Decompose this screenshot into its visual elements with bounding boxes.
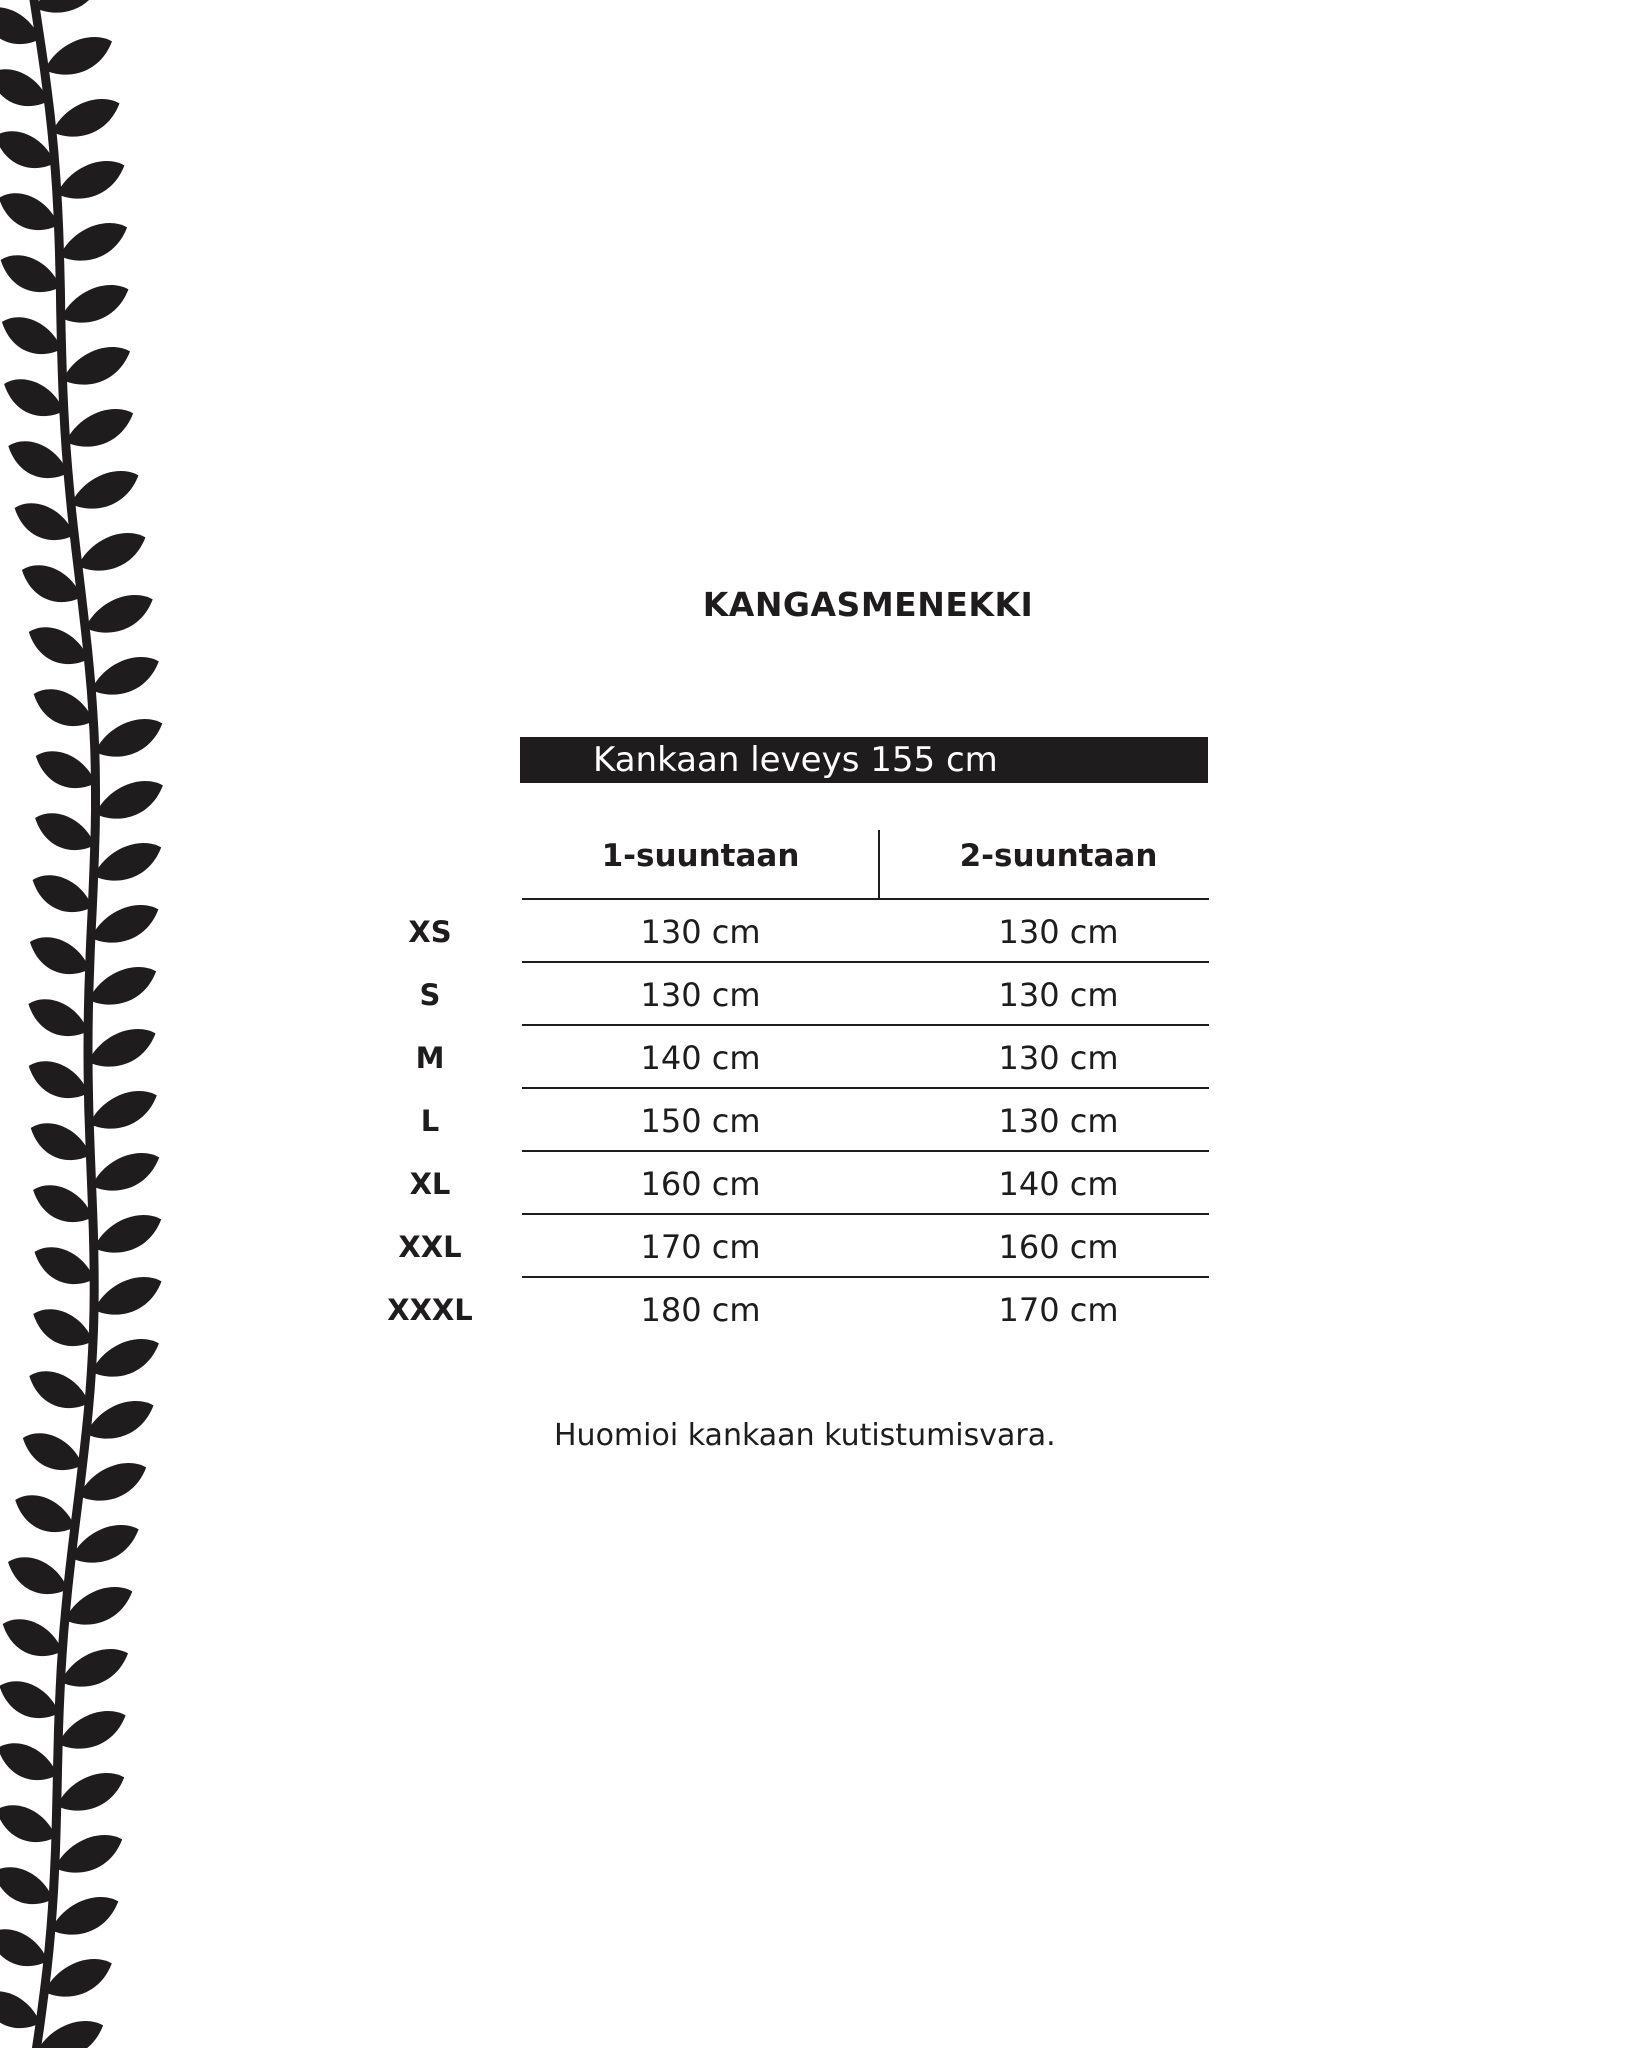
leaf-shape: [87, 1335, 164, 1382]
leaf-shape: [28, 871, 97, 917]
two-way-value: 130 cm: [998, 1102, 1119, 1140]
leaf-shape: [31, 747, 100, 793]
size-label: XXXL: [387, 1293, 473, 1327]
leaf-shape: [30, 0, 107, 18]
leaf-shape: [25, 933, 94, 979]
leaf-shape: [87, 1149, 164, 1196]
one-way-value: 170 cm: [640, 1228, 761, 1266]
page-title: KANGASMENEKKI: [702, 585, 1034, 624]
row-divider: [522, 961, 1209, 963]
leaf-shape: [80, 591, 157, 638]
two-way-value: 170 cm: [998, 1291, 1119, 1329]
leaf-vine-decoration: [0, 0, 200, 2048]
leaf-shape: [90, 715, 167, 762]
row-divider: [522, 1276, 1209, 1278]
two-way-value: 140 cm: [998, 1165, 1119, 1203]
leaf-shape: [30, 1243, 99, 1289]
leaf-shape: [53, 1707, 130, 1754]
leaf-shape: [85, 1087, 162, 1134]
leaf-shape: [56, 1645, 133, 1692]
leaf-shape: [0, 1615, 67, 1661]
leaf-shape: [24, 1057, 93, 1103]
row-divider: [522, 1024, 1209, 1026]
leaf-shape: [89, 1211, 166, 1258]
leaf-shape: [55, 219, 132, 266]
fabric-width-bar: [520, 737, 1208, 783]
leaf-shape: [83, 1025, 160, 1072]
size-label: XS: [408, 915, 452, 949]
leaf-shape: [58, 343, 135, 390]
leaf-shape: [3, 1553, 72, 1599]
two-way-value: 130 cm: [998, 913, 1119, 951]
row-divider: [522, 1150, 1209, 1152]
leaf-shape: [52, 157, 129, 204]
row-divider: [522, 898, 1209, 900]
column-divider: [878, 830, 880, 899]
leaf-shape: [91, 777, 168, 824]
leaf-shape: [28, 1305, 97, 1351]
leaf-shape: [28, 1181, 97, 1227]
leaf-shape: [56, 281, 133, 328]
leaf-shape: [47, 95, 124, 142]
leaf-shape: [87, 653, 164, 700]
one-way-value: 130 cm: [640, 913, 761, 951]
leaf-shape: [46, 1893, 123, 1940]
column-header-two-way: 2-suuntaan: [959, 838, 1158, 874]
leaf-shape: [89, 1273, 166, 1320]
leaf-shape: [50, 1831, 127, 1878]
two-way-value: 130 cm: [998, 1039, 1119, 1077]
two-way-value: 160 cm: [998, 1228, 1119, 1266]
leaf-shape: [73, 529, 150, 576]
leaf-shape: [0, 1677, 64, 1723]
size-label: M: [415, 1041, 445, 1075]
shrinkage-note: Huomioi kankaan kutistumisvara.: [554, 1418, 1056, 1453]
one-way-value: 150 cm: [640, 1102, 761, 1140]
leaf-shape: [10, 1491, 79, 1537]
leaf-shape: [30, 809, 99, 855]
leaf-shape: [24, 1367, 93, 1413]
leaf-shape: [52, 1769, 129, 1816]
leaf-shape: [18, 1429, 87, 1475]
size-label: XXL: [398, 1230, 462, 1264]
leaf-shape: [40, 33, 117, 80]
leaf-shape: [86, 901, 163, 948]
leaf-shape: [89, 839, 166, 886]
row-divider: [522, 1213, 1209, 1215]
two-way-value: 130 cm: [998, 976, 1119, 1014]
leaf-shape: [23, 995, 92, 1041]
size-label: S: [419, 978, 441, 1012]
size-label: L: [420, 1104, 440, 1138]
column-header-one-way: 1-suuntaan: [601, 838, 800, 874]
leaf-shape: [26, 1119, 95, 1165]
one-way-value: 140 cm: [640, 1039, 761, 1077]
one-way-value: 130 cm: [640, 976, 761, 1014]
leaf-shape: [84, 963, 161, 1010]
row-divider: [522, 1087, 1209, 1089]
leaf-shape: [66, 467, 143, 514]
leaf-shape: [61, 405, 138, 452]
one-way-value: 180 cm: [640, 1291, 761, 1329]
size-label: XL: [409, 1167, 451, 1201]
one-way-value: 160 cm: [640, 1165, 761, 1203]
fabric-width-label: Kankaan leveys 155 cm: [593, 740, 998, 780]
